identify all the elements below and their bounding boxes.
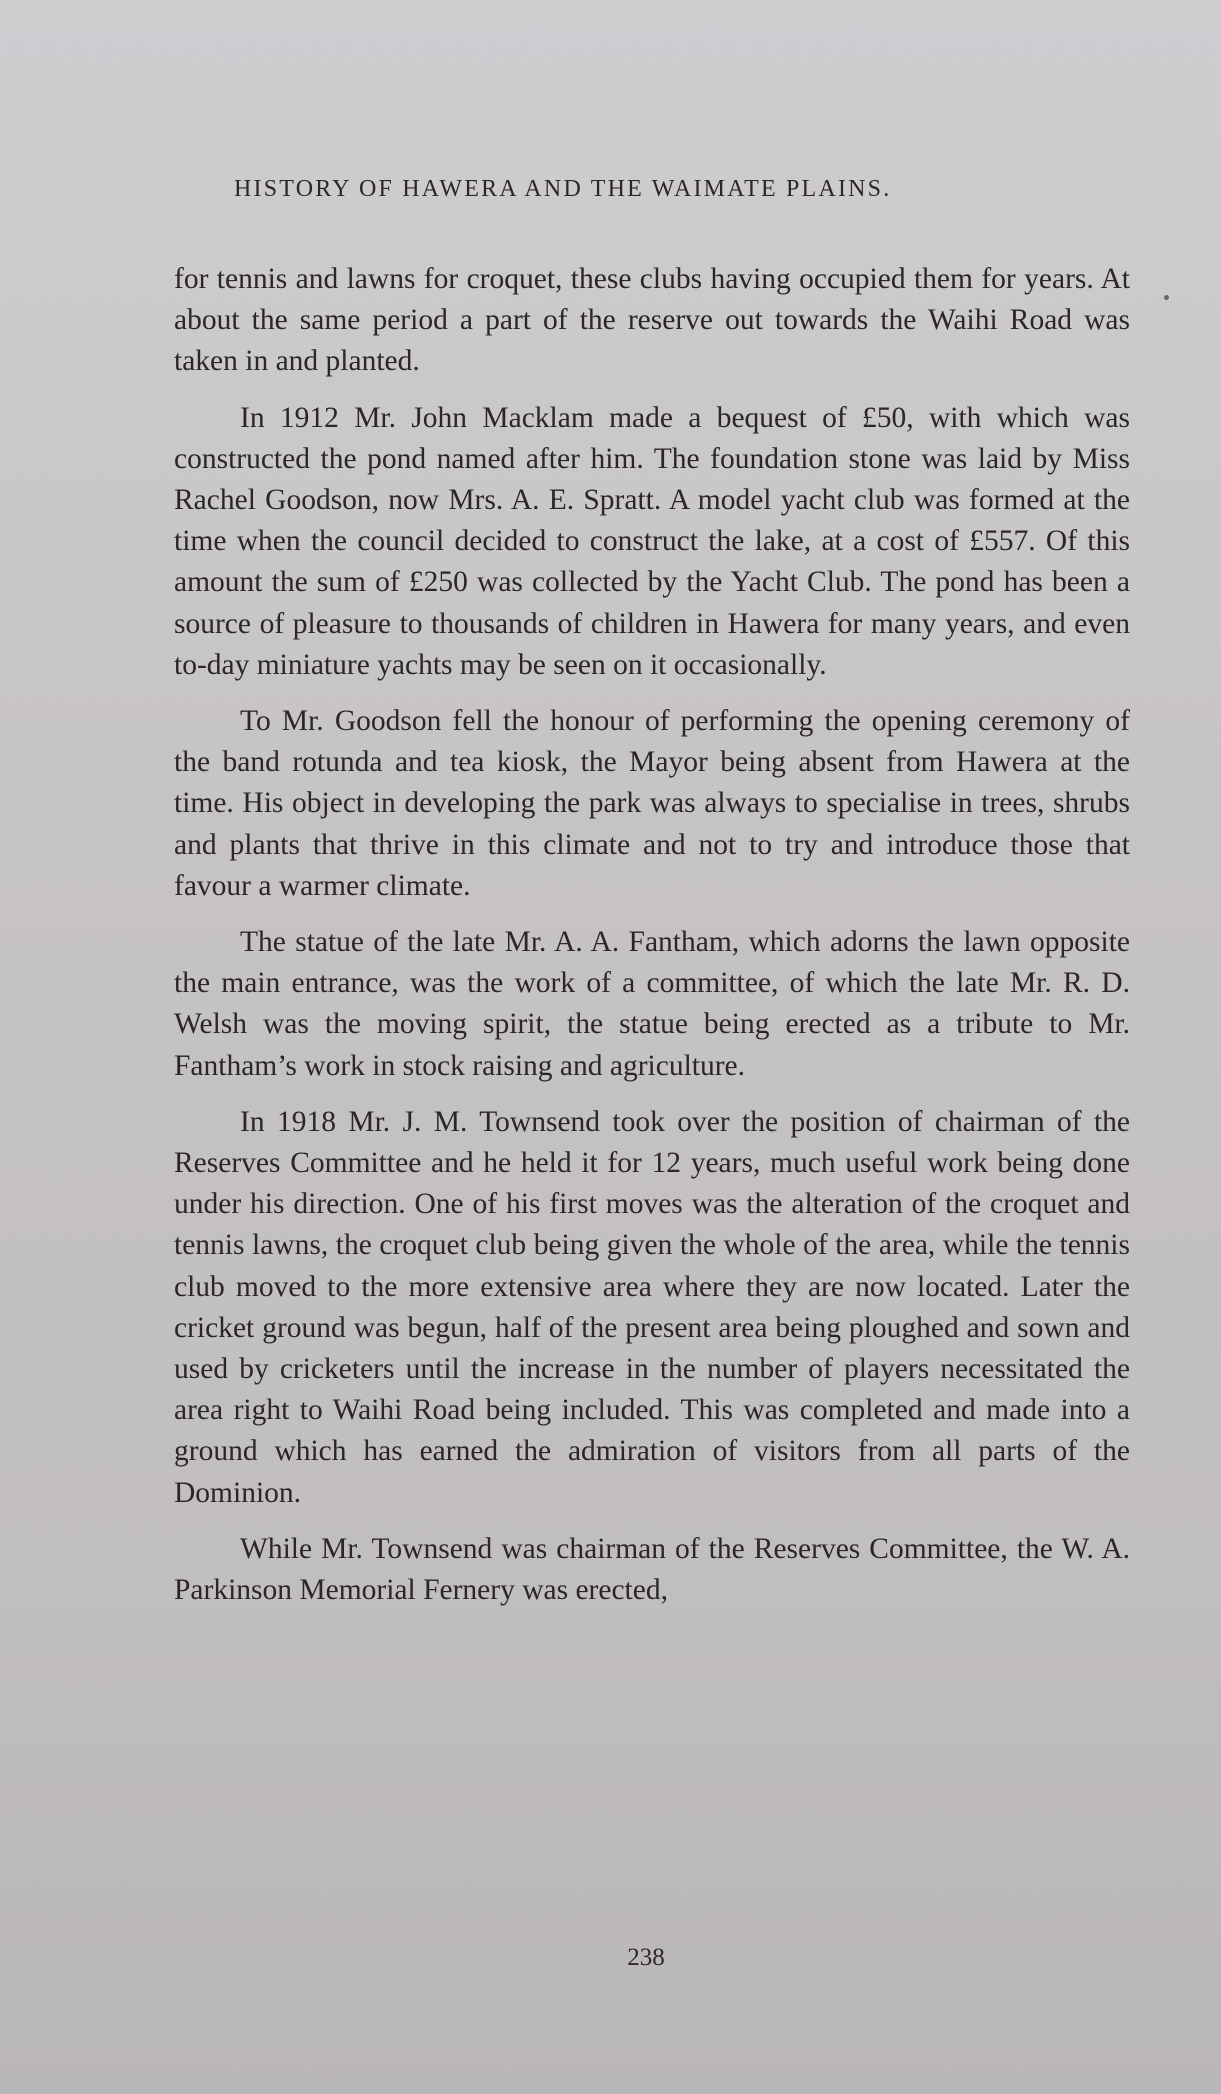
paragraph-1: for tennis and lawns for croquet, these clubs having occupied them for years. At about the same period a part of the reserve out towards the Waihi Road was taken in and planted.	[174, 263, 1130, 378]
ink-speck	[1164, 295, 1169, 300]
paragraph-6: While Mr. Townsend was chairman of the Reserves Committee, the W. A. Parkinson Memorial Fernery was erected,	[174, 1532, 1130, 1607]
page-number: 238	[627, 1944, 665, 1971]
body-text	[174, 259, 1130, 1626]
running-head: HISTORY OF HAWERA AND THE WAIMATE PLAINS.	[234, 176, 892, 202]
paragraph-4: The statue of the late Mr. A. A. Fantham, which adorns the lawn opposite the main entrance, was the work of a committee, of which the late Mr. R. D. Welsh was the moving spirit, the statue being erected as a tribute to Mr. Fantham’s work in stock raising and agriculture.	[174, 926, 1130, 1082]
paragraph-5: In 1918 Mr. J. M. Townsend took over the position of chairman of the Reserves Committee and he held it for 12 years, much useful work being done under his direction. One of his first moves was the alteration of the croquet and tennis lawns, the croquet club being given the whole of the area, while the tennis club moved to the more extensive area where they are now located. Later the cricket ground was begun, half of the present area being ploughed and sown and used by cricketers until the increase in the number of players necessitated the area right to Waihi Road being included. This was completed and made into a ground which has earned the admiration of visitors from all parts of the Dominion.	[174, 1105, 1130, 1509]
paragraph-2: In 1912 Mr. John Macklam made a bequest of £50, with which was constructed the pond named after him. The foundation stone was laid by Miss Rachel Goodson, now Mrs. A. E. Spratt. A model yacht club was formed at the time when the council decided to construct the lake, at a cost of £557. Of this amount the sum of £250 was collected by the Yacht Club. The pond has been a source of pleasure to thousands of children in Hawera for many years, and even to-day miniature yachts may be seen on it occasionally.	[174, 401, 1130, 681]
paragraph-3: To Mr. Goodson fell the honour of performing the opening ceremony of the band rotunda and tea kiosk, the Mayor being absent from Hawera at the time. His object in developing the park was always to specialise in trees, shrubs and plants that thrive in this climate and not to try and introduce those that favour a warmer climate.	[174, 705, 1130, 902]
